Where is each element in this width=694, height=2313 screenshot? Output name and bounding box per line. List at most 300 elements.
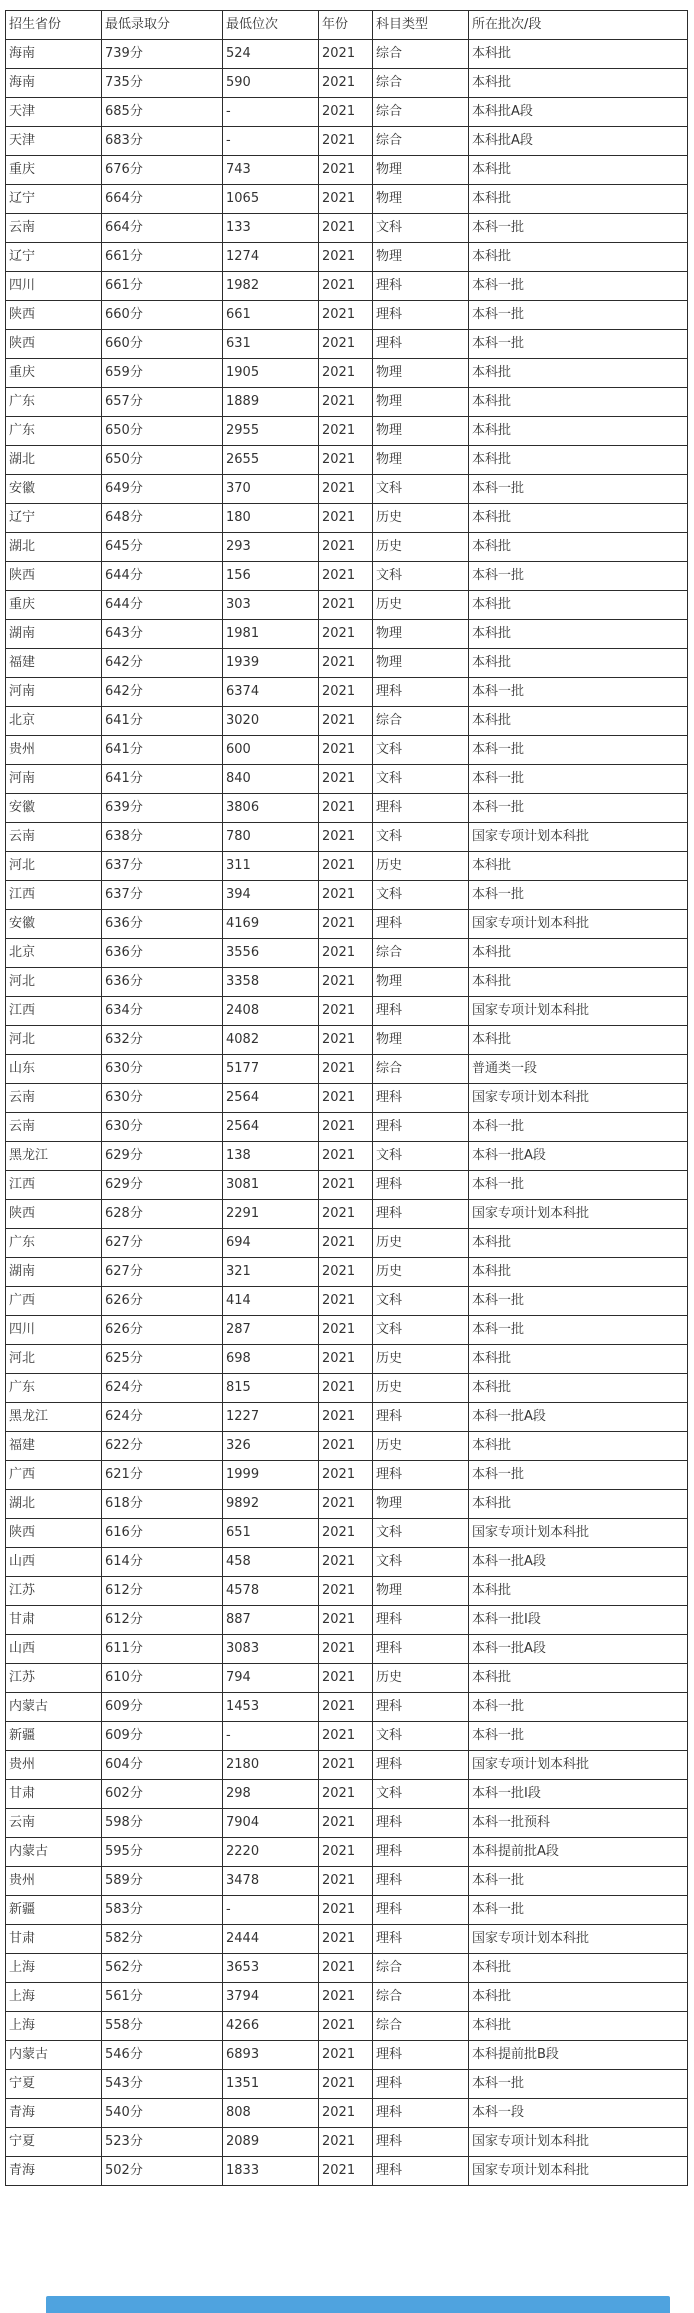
cell-min-score: 546分 — [102, 2041, 223, 2070]
table-row — [6, 1606, 688, 1635]
cell-year: 2021 — [319, 243, 373, 272]
cell-batch: 本科批 — [469, 243, 688, 272]
cell-subject-type: 物理 — [373, 1490, 469, 1519]
cell-min-rank: 458 — [223, 1548, 319, 1577]
cell-subject-type: 理科 — [373, 794, 469, 823]
cell-subject-type: 历史 — [373, 1345, 469, 1374]
cell-batch: 本科批 — [469, 707, 688, 736]
cell-year: 2021 — [319, 1867, 373, 1896]
cell-min-rank: 2291 — [223, 1200, 319, 1229]
header-batch: 所在批次/段 — [469, 11, 688, 40]
cell-min-rank: 590 — [223, 69, 319, 98]
cell-year: 2021 — [319, 388, 373, 417]
table-row — [6, 1229, 688, 1258]
cell-year: 2021 — [319, 533, 373, 562]
cell-subject-type: 理科 — [373, 2128, 469, 2157]
cell-year: 2021 — [319, 649, 373, 678]
cell-batch: 本科批 — [469, 156, 688, 185]
table-row — [6, 388, 688, 417]
header-min-rank: 最低位次 — [223, 11, 319, 40]
table-row — [6, 1171, 688, 1200]
cell-min-score: 639分 — [102, 794, 223, 823]
cell-min-rank: 794 — [223, 1664, 319, 1693]
cell-subject-type: 文科 — [373, 214, 469, 243]
cell-batch: 国家专项计划本科批 — [469, 1751, 688, 1780]
cell-year: 2021 — [319, 1896, 373, 1925]
cell-province: 陕西 — [6, 301, 102, 330]
cell-min-rank: 2564 — [223, 1113, 319, 1142]
cell-min-score: 543分 — [102, 2070, 223, 2099]
cell-subject-type: 理科 — [373, 2099, 469, 2128]
cell-batch: 本科一批A段 — [469, 1142, 688, 1171]
cell-batch: 本科一批A段 — [469, 1548, 688, 1577]
cell-min-rank: 5177 — [223, 1055, 319, 1084]
cell-batch: 本科一批 — [469, 1171, 688, 1200]
cell-batch: 本科批 — [469, 649, 688, 678]
cell-batch: 本科一批 — [469, 794, 688, 823]
cell-batch: 本科批 — [469, 968, 688, 997]
table-row — [6, 1055, 688, 1084]
table-row — [6, 330, 688, 359]
cell-min-rank: - — [223, 98, 319, 127]
cell-year: 2021 — [319, 2041, 373, 2070]
table-row — [6, 649, 688, 678]
cell-subject-type: 物理 — [373, 649, 469, 678]
cell-year: 2021 — [319, 1809, 373, 1838]
table-row — [6, 1316, 688, 1345]
table-row — [6, 1113, 688, 1142]
bottom-banner — [46, 2296, 670, 2313]
cell-min-score: 636分 — [102, 968, 223, 997]
cell-batch: 本科批 — [469, 1983, 688, 2012]
cell-subject-type: 理科 — [373, 1925, 469, 1954]
cell-subject-type: 历史 — [373, 852, 469, 881]
cell-province: 黑龙江 — [6, 1142, 102, 1171]
cell-province: 福建 — [6, 1432, 102, 1461]
cell-min-score: 632分 — [102, 1026, 223, 1055]
cell-min-score: 644分 — [102, 591, 223, 620]
cell-min-score: 659分 — [102, 359, 223, 388]
cell-batch: 本科一段 — [469, 2099, 688, 2128]
table-row — [6, 504, 688, 533]
cell-min-score: 629分 — [102, 1142, 223, 1171]
table-row — [6, 591, 688, 620]
cell-min-rank: 1905 — [223, 359, 319, 388]
table-row — [6, 127, 688, 156]
cell-batch: 本科批 — [469, 417, 688, 446]
cell-province: 辽宁 — [6, 504, 102, 533]
cell-province: 河南 — [6, 678, 102, 707]
cell-year: 2021 — [319, 678, 373, 707]
cell-year: 2021 — [319, 1055, 373, 1084]
cell-batch: 本科批 — [469, 388, 688, 417]
cell-min-rank: 414 — [223, 1287, 319, 1316]
table-row — [6, 2099, 688, 2128]
table-row — [6, 40, 688, 69]
cell-subject-type: 文科 — [373, 562, 469, 591]
cell-min-rank: 3081 — [223, 1171, 319, 1200]
cell-province: 重庆 — [6, 359, 102, 388]
cell-min-score: 614分 — [102, 1548, 223, 1577]
cell-subject-type: 文科 — [373, 1142, 469, 1171]
cell-min-rank: 1889 — [223, 388, 319, 417]
cell-subject-type: 理科 — [373, 2041, 469, 2070]
cell-min-score: 562分 — [102, 1954, 223, 1983]
cell-batch: 本科一批 — [469, 1113, 688, 1142]
cell-min-score: 637分 — [102, 852, 223, 881]
cell-min-rank: 1274 — [223, 243, 319, 272]
cell-province: 北京 — [6, 707, 102, 736]
table-row — [6, 1983, 688, 2012]
cell-min-rank: 815 — [223, 1374, 319, 1403]
cell-year: 2021 — [319, 1548, 373, 1577]
cell-subject-type: 文科 — [373, 475, 469, 504]
cell-year: 2021 — [319, 1084, 373, 1113]
cell-min-rank: 524 — [223, 40, 319, 69]
cell-province: 云南 — [6, 1809, 102, 1838]
cell-year: 2021 — [319, 1490, 373, 1519]
cell-batch: 国家专项计划本科批 — [469, 2128, 688, 2157]
cell-min-score: 664分 — [102, 214, 223, 243]
cell-year: 2021 — [319, 1722, 373, 1751]
cell-year: 2021 — [319, 1142, 373, 1171]
cell-min-rank: 3083 — [223, 1635, 319, 1664]
cell-min-score: 642分 — [102, 649, 223, 678]
cell-min-rank: 3358 — [223, 968, 319, 997]
table-row — [6, 1258, 688, 1287]
table-row — [6, 1751, 688, 1780]
cell-subject-type: 文科 — [373, 736, 469, 765]
cell-batch: 本科批 — [469, 504, 688, 533]
cell-batch: 本科一批 — [469, 678, 688, 707]
cell-subject-type: 文科 — [373, 1519, 469, 1548]
table-row — [6, 1461, 688, 1490]
cell-batch: 本科批 — [469, 533, 688, 562]
cell-province: 湖南 — [6, 620, 102, 649]
cell-year: 2021 — [319, 968, 373, 997]
cell-year: 2021 — [319, 2070, 373, 2099]
table-row — [6, 2157, 688, 2186]
cell-province: 新疆 — [6, 1896, 102, 1925]
cell-batch: 本科批 — [469, 40, 688, 69]
cell-province: 安徽 — [6, 794, 102, 823]
table-row — [6, 1867, 688, 1896]
cell-min-rank: 370 — [223, 475, 319, 504]
table-row — [6, 1519, 688, 1548]
table-header — [6, 11, 688, 40]
cell-batch: 本科一批A段 — [469, 1403, 688, 1432]
cell-batch: 本科一批I段 — [469, 1606, 688, 1635]
cell-province: 云南 — [6, 214, 102, 243]
cell-min-score: 661分 — [102, 243, 223, 272]
cell-year: 2021 — [319, 1577, 373, 1606]
cell-province: 陕西 — [6, 1200, 102, 1229]
cell-min-rank: 6374 — [223, 678, 319, 707]
cell-subject-type: 综合 — [373, 2012, 469, 2041]
cell-min-rank: 600 — [223, 736, 319, 765]
cell-min-rank: 4266 — [223, 2012, 319, 2041]
cell-batch: 本科一批 — [469, 2070, 688, 2099]
cell-year: 2021 — [319, 98, 373, 127]
cell-min-score: 604分 — [102, 1751, 223, 1780]
cell-min-score: 638分 — [102, 823, 223, 852]
cell-batch: 本科批 — [469, 1577, 688, 1606]
cell-min-score: 624分 — [102, 1403, 223, 1432]
header-province: 招生省份 — [6, 11, 102, 40]
cell-year: 2021 — [319, 2157, 373, 2186]
cell-province: 陕西 — [6, 1519, 102, 1548]
cell-min-rank: 3478 — [223, 1867, 319, 1896]
table-row — [6, 1809, 688, 1838]
cell-subject-type: 综合 — [373, 1055, 469, 1084]
cell-batch: 本科批 — [469, 69, 688, 98]
cell-min-rank: 661 — [223, 301, 319, 330]
cell-batch: 本科批 — [469, 359, 688, 388]
cell-province: 内蒙古 — [6, 1838, 102, 1867]
cell-min-rank: 1833 — [223, 2157, 319, 2186]
cell-year: 2021 — [319, 330, 373, 359]
cell-batch: 本科一批预科 — [469, 1809, 688, 1838]
cell-min-score: 627分 — [102, 1258, 223, 1287]
cell-subject-type: 物理 — [373, 446, 469, 475]
cell-batch: 本科批 — [469, 852, 688, 881]
cell-min-rank: 4169 — [223, 910, 319, 939]
cell-batch: 本科一批 — [469, 1461, 688, 1490]
cell-batch: 本科批 — [469, 1258, 688, 1287]
cell-subject-type: 理科 — [373, 2157, 469, 2186]
cell-min-rank: 1939 — [223, 649, 319, 678]
header-min-score: 最低录取分 — [102, 11, 223, 40]
table-row — [6, 359, 688, 388]
table-row — [6, 1403, 688, 1432]
cell-subject-type: 文科 — [373, 765, 469, 794]
cell-min-rank: 698 — [223, 1345, 319, 1374]
cell-subject-type: 理科 — [373, 1896, 469, 1925]
cell-province: 陕西 — [6, 330, 102, 359]
cell-year: 2021 — [319, 417, 373, 446]
cell-province: 海南 — [6, 40, 102, 69]
table-row — [6, 794, 688, 823]
cell-subject-type: 理科 — [373, 1084, 469, 1113]
cell-min-rank: 180 — [223, 504, 319, 533]
cell-province: 江西 — [6, 1171, 102, 1200]
cell-min-score: 621分 — [102, 1461, 223, 1490]
cell-subject-type: 文科 — [373, 881, 469, 910]
cell-batch: 本科一批 — [469, 214, 688, 243]
table-row — [6, 1635, 688, 1664]
cell-min-score: 641分 — [102, 736, 223, 765]
cell-batch: 本科一批A段 — [469, 1635, 688, 1664]
cell-min-score: 664分 — [102, 185, 223, 214]
table-row — [6, 1374, 688, 1403]
table-row — [6, 533, 688, 562]
table-row — [6, 2128, 688, 2157]
cell-min-rank: - — [223, 127, 319, 156]
cell-batch: 本科批 — [469, 1345, 688, 1374]
header-row — [6, 11, 688, 40]
cell-batch: 本科批 — [469, 1229, 688, 1258]
cell-year: 2021 — [319, 1113, 373, 1142]
cell-subject-type: 物理 — [373, 359, 469, 388]
cell-batch: 本科一批 — [469, 1896, 688, 1925]
table-row — [6, 98, 688, 127]
cell-min-score: 650分 — [102, 446, 223, 475]
table-row — [6, 1577, 688, 1606]
cell-year: 2021 — [319, 1751, 373, 1780]
cell-province: 北京 — [6, 939, 102, 968]
cell-subject-type: 历史 — [373, 1374, 469, 1403]
cell-min-score: 589分 — [102, 1867, 223, 1896]
cell-year: 2021 — [319, 1432, 373, 1461]
cell-batch: 国家专项计划本科批 — [469, 1084, 688, 1113]
cell-subject-type: 物理 — [373, 156, 469, 185]
cell-subject-type: 物理 — [373, 388, 469, 417]
header-year: 年份 — [319, 11, 373, 40]
cell-min-score: 612分 — [102, 1577, 223, 1606]
cell-year: 2021 — [319, 1316, 373, 1345]
cell-subject-type: 理科 — [373, 2070, 469, 2099]
cell-batch: 本科批A段 — [469, 98, 688, 127]
cell-batch: 本科提前批A段 — [469, 1838, 688, 1867]
cell-batch: 本科一批 — [469, 301, 688, 330]
table-row — [6, 1490, 688, 1519]
cell-min-score: 683分 — [102, 127, 223, 156]
cell-province: 云南 — [6, 1113, 102, 1142]
cell-min-rank: 4082 — [223, 1026, 319, 1055]
cell-batch: 本科批 — [469, 1432, 688, 1461]
cell-min-rank: 887 — [223, 1606, 319, 1635]
cell-province: 内蒙古 — [6, 2041, 102, 2070]
table-row — [6, 1693, 688, 1722]
cell-min-rank: 1453 — [223, 1693, 319, 1722]
table-row — [6, 1954, 688, 1983]
cell-min-score: 660分 — [102, 301, 223, 330]
cell-min-rank: 743 — [223, 156, 319, 185]
cell-batch: 本科一批 — [469, 1722, 688, 1751]
cell-province: 安徽 — [6, 910, 102, 939]
cell-min-rank: 2089 — [223, 2128, 319, 2157]
cell-subject-type: 理科 — [373, 1867, 469, 1896]
cell-year: 2021 — [319, 475, 373, 504]
cell-min-score: 583分 — [102, 1896, 223, 1925]
cell-province: 山东 — [6, 1055, 102, 1084]
cell-min-score: 582分 — [102, 1925, 223, 1954]
cell-year: 2021 — [319, 1519, 373, 1548]
cell-province: 上海 — [6, 1954, 102, 1983]
cell-year: 2021 — [319, 1200, 373, 1229]
table-row — [6, 1780, 688, 1809]
cell-province: 河北 — [6, 1026, 102, 1055]
cell-province: 天津 — [6, 127, 102, 156]
cell-province: 湖北 — [6, 1490, 102, 1519]
cell-min-rank: 2180 — [223, 1751, 319, 1780]
cell-min-rank: - — [223, 1722, 319, 1751]
table-row — [6, 678, 688, 707]
cell-batch: 本科批A段 — [469, 127, 688, 156]
cell-year: 2021 — [319, 1403, 373, 1432]
cell-year: 2021 — [319, 272, 373, 301]
cell-province: 四川 — [6, 1316, 102, 1345]
cell-province: 江西 — [6, 997, 102, 1026]
cell-province: 黑龙江 — [6, 1403, 102, 1432]
cell-min-score: 630分 — [102, 1084, 223, 1113]
cell-subject-type: 理科 — [373, 301, 469, 330]
cell-subject-type: 物理 — [373, 620, 469, 649]
cell-year: 2021 — [319, 69, 373, 98]
cell-province: 广东 — [6, 417, 102, 446]
cell-min-rank: 2564 — [223, 1084, 319, 1113]
cell-batch: 普通类一段 — [469, 1055, 688, 1084]
cell-year: 2021 — [319, 852, 373, 881]
table-row — [6, 1345, 688, 1374]
cell-subject-type: 理科 — [373, 997, 469, 1026]
cell-min-rank: 631 — [223, 330, 319, 359]
cell-min-rank: 293 — [223, 533, 319, 562]
cell-province: 广东 — [6, 1229, 102, 1258]
cell-min-rank: 287 — [223, 1316, 319, 1345]
cell-min-rank: 138 — [223, 1142, 319, 1171]
cell-subject-type: 历史 — [373, 591, 469, 620]
header-subject-type: 科目类型 — [373, 11, 469, 40]
cell-subject-type: 文科 — [373, 1722, 469, 1751]
table-row — [6, 243, 688, 272]
table-row — [6, 1142, 688, 1171]
cell-subject-type: 综合 — [373, 1983, 469, 2012]
cell-subject-type: 历史 — [373, 1432, 469, 1461]
table-row — [6, 156, 688, 185]
cell-province: 湖北 — [6, 533, 102, 562]
cell-subject-type: 物理 — [373, 417, 469, 446]
cell-batch: 本科批 — [469, 1374, 688, 1403]
cell-province: 山西 — [6, 1635, 102, 1664]
cell-min-score: 660分 — [102, 330, 223, 359]
cell-min-score: 595分 — [102, 1838, 223, 1867]
cell-min-score: 636分 — [102, 910, 223, 939]
table-row — [6, 272, 688, 301]
cell-batch: 本科批 — [469, 1664, 688, 1693]
cell-min-rank: 2655 — [223, 446, 319, 475]
cell-province: 贵州 — [6, 736, 102, 765]
cell-year: 2021 — [319, 823, 373, 852]
cell-province: 山西 — [6, 1548, 102, 1577]
table-row — [6, 765, 688, 794]
table-row — [6, 707, 688, 736]
cell-year: 2021 — [319, 127, 373, 156]
cell-min-score: 661分 — [102, 272, 223, 301]
cell-year: 2021 — [319, 301, 373, 330]
cell-subject-type: 文科 — [373, 1287, 469, 1316]
cell-year: 2021 — [319, 1838, 373, 1867]
cell-province: 甘肃 — [6, 1925, 102, 1954]
cell-batch: 本科一批 — [469, 330, 688, 359]
cell-province: 河北 — [6, 968, 102, 997]
cell-year: 2021 — [319, 1026, 373, 1055]
cell-year: 2021 — [319, 1606, 373, 1635]
cell-min-score: 561分 — [102, 1983, 223, 2012]
table-row — [6, 1084, 688, 1113]
cell-subject-type: 物理 — [373, 1026, 469, 1055]
cell-min-score: 645分 — [102, 533, 223, 562]
cell-year: 2021 — [319, 939, 373, 968]
cell-province: 宁夏 — [6, 2128, 102, 2157]
cell-min-score: 610分 — [102, 1664, 223, 1693]
cell-subject-type: 理科 — [373, 1751, 469, 1780]
cell-year: 2021 — [319, 1258, 373, 1287]
table-row — [6, 562, 688, 591]
cell-province: 安徽 — [6, 475, 102, 504]
cell-province: 辽宁 — [6, 185, 102, 214]
cell-province: 内蒙古 — [6, 1693, 102, 1722]
